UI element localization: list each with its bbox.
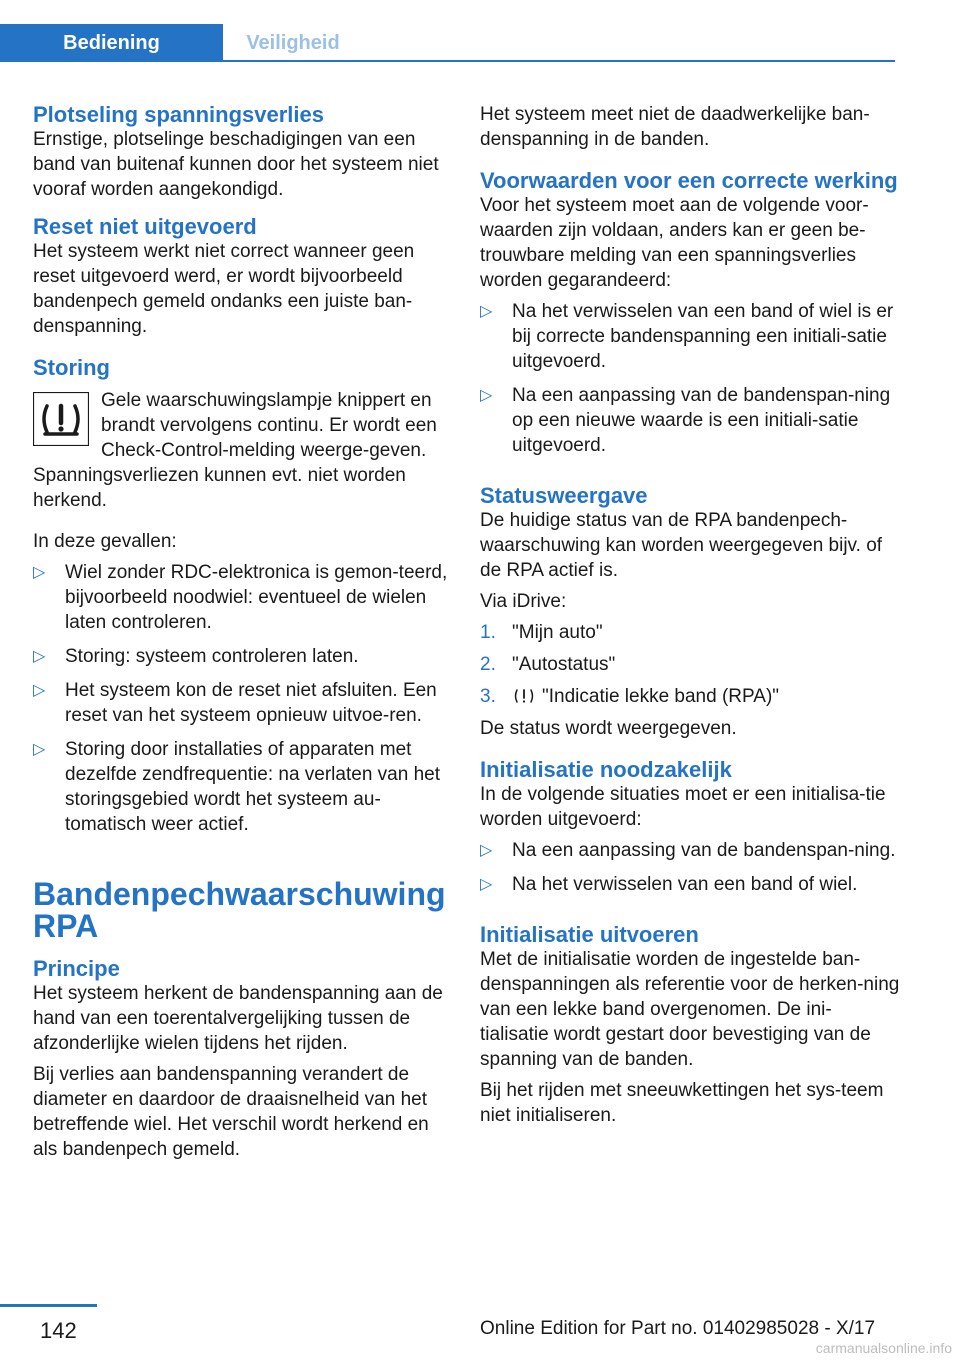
list-gevallen: [33, 560, 451, 837]
tab-bediening[interactable]: Bediening: [0, 24, 223, 62]
list-item: ▷ Wiel zonder RDC-elektronica is gemon-teerd, bijvoorbeeld noodwiel: eventueel de wielen laten controleren.: [33, 562, 448, 633]
page-number: 142: [40, 1318, 77, 1343]
header-tabbar: [0, 0, 895, 62]
list-item: ▷ Na het verwisselen van een band of wiel is er bij correcte bandenspanning een initiali-satie uitgevoerd.: [480, 301, 894, 372]
triangle-right-icon: ▷: [480, 876, 493, 893]
tab-veiligheid[interactable]: Veiligheid: [246, 31, 340, 54]
list-item: ▷ Na een aanpassing van de bandenspan-ning op een nieuwe waarde is een initiali-satie uitgevoerd.: [480, 385, 891, 456]
text-principe-1: Het systeem herkent de bandenspanning aan de hand van een toerentalvergelijking tussen de afzonderlijke wielen tijdens het rijden.: [33, 983, 443, 1054]
triangle-right-icon: ▷: [33, 741, 46, 758]
list-steps: [480, 620, 900, 709]
list-item: ▷ Na een aanpassing van de bandenspan-ning.: [480, 840, 896, 861]
list-item: ▷ Het systeem kon de reset niet afsluiten. Een reset van het systeem opnieuw uitvoe-ren.: [33, 680, 437, 726]
list-init-situaties: [480, 838, 900, 897]
text-init-nood: In de volgende situaties moet er een initialisa-tie worden uitgevoerd:: [480, 784, 886, 830]
text-reset: Het systeem werkt niet correct wanneer geen reset uitgevoerd werd, er wordt bijvoorbeeld bandenpech gemeld ondanks een juiste ban-denspanning.: [33, 241, 415, 337]
heading-init-nood: Initialisatie noodzakelijk: [480, 757, 732, 782]
text-plotseling: Ernstige, plotselinge beschadigingen van een band van buitenaf kunnen door het systeem niet vooraf worden aangekondigd.: [33, 129, 439, 200]
list-item: ▷ Storing: systeem controleren laten.: [33, 646, 359, 667]
heading-status: Statusweergave: [480, 483, 648, 508]
text-init-uit-1: Met de initialisatie worden de ingestelde ban-denspanningen als referentie voor de herken-ning van een lekke band overgenomen. De ini-tialisatie wordt gestart door bevestiging van de spanning van de banden.: [480, 949, 900, 1070]
triangle-right-icon: ▷: [33, 682, 46, 699]
list-item: ▷ Na het verwisselen van een band of wiel.: [480, 874, 858, 895]
text-gevallen: In deze gevallen:: [33, 531, 177, 552]
heading-init-uit: Initialisatie uitvoeren: [480, 922, 699, 947]
right-column: [480, 102, 900, 1128]
text-principe-2: Bij verlies aan bandenspanning verandert de diameter en daardoor de draaisnelheid van het betreffende wiel. Het verschil wordt herkend en als bandenpech gemeld.: [33, 1064, 429, 1160]
triangle-right-icon: ▷: [33, 564, 46, 581]
triangle-right-icon: ▷: [480, 303, 493, 320]
header-rule: [0, 60, 895, 62]
list-item: 2. "Autostatus": [480, 654, 616, 675]
text-voorwaarden: Voor het systeem moet aan de volgende voor-waarden zijn voldaan, anders kan er geen be-trouwbare melding van een spanningsverlies worden gegarandeerd:: [480, 195, 869, 291]
text-meet: Het systeem meet niet de daadwerkelijke ban-denspanning in de banden.: [480, 104, 870, 150]
footer-rule: [0, 1304, 97, 1307]
text-init-uit-2: Bij het rijden met sneeuwkettingen het sys-teem niet initialiseren.: [480, 1080, 884, 1126]
storing-block: [33, 388, 451, 513]
list-item: 1. "Mijn auto": [480, 622, 603, 643]
heading-principe: Principe: [33, 956, 120, 981]
text-via: Via iDrive:: [480, 591, 567, 612]
heading-reset: Reset niet uitgevoerd: [33, 214, 257, 239]
heading-storing: Storing: [33, 355, 110, 380]
watermark: carmanualsonline.info: [815, 1340, 952, 1356]
triangle-right-icon: ▷: [480, 387, 493, 404]
heading-plotseling: Plotseling spanningsverlies: [33, 102, 324, 127]
heading-rpa: Bandenpechwaarschuwing RPA: [33, 876, 446, 944]
list-item: ▷ Storing door installaties of apparaten met dezelfde zendfrequentie: na verlaten van het storingsgebied wordt het systeem au-tomatisch weer actief.: [33, 739, 440, 835]
heading-voorwaarden: Voorwaarden voor een correcte werking: [480, 168, 898, 193]
left-column: [33, 102, 451, 1162]
tire-pressure-warning-icon: [33, 392, 89, 446]
list-voorwaarden: [480, 299, 900, 458]
text-storing: Gele waarschuwingslampje knippert en brandt vervolgens continu. Er wordt een Check-Control-melding weerge-geven. Spanningsverliezen kunnen evt. niet worden herkend.: [33, 390, 437, 511]
text-status: De huidige status van de RPA bandenpech-waarschuwing kan worden weergegeven bijv. of de RPA actief is.: [480, 510, 883, 581]
edition-text: Online Edition for Part no. 01402985028 - X/17: [480, 1318, 876, 1339]
triangle-right-icon: ▷: [480, 842, 493, 859]
triangle-right-icon: ▷: [33, 648, 46, 665]
tire-pressure-warning-icon: [512, 687, 536, 705]
list-item: 3. "Indicatie lekke band (RPA)": [480, 686, 780, 707]
text-status-shown: De status wordt weergegeven.: [480, 718, 737, 739]
